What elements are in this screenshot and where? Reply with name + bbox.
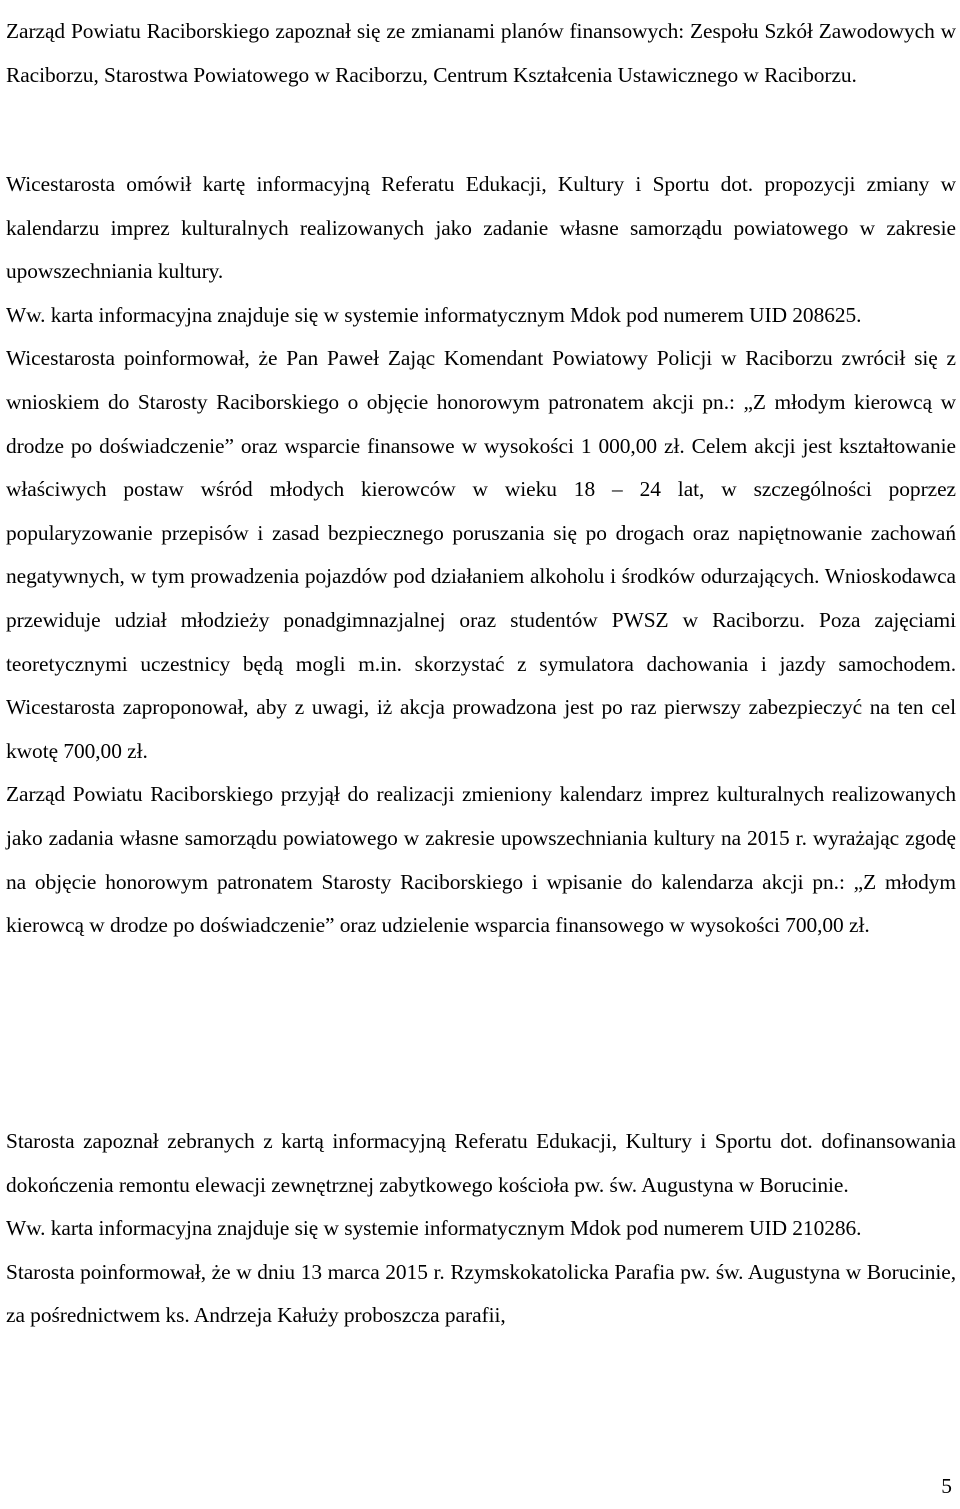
page-number: 5: [941, 1474, 952, 1498]
paragraph-board-decision: Zarząd Powiatu Raciborskiego przyjął do realizacji zmieniony kalendarz imprez kulturalnych realizowanych jako zadania własne samorządu powiatowego w zakresie upowszechniania kultury na 2015 r. wyrażając zgodę na objęcie honorowym patronatem Starosty Raciborskiego i wpisanie do kalendarza akcji pn.: „Z młodym kierowcą w drodze po doświadczenie” oraz udzielenie wsparcia finansowego w wysokości 700,00 zł.: [6, 782, 956, 938]
paragraph-uid-208625: Ww. karta informacyjna znajduje się w systemie informatycznym Mdok pod numerem UID 208625.: [6, 302, 862, 327]
paragraph-financial-plans: Zarząd Powiatu Raciborskiego zapoznał się ze zmianami planów finansowych: Zespołu Szkół Zawodowych w Raciborzu, Starostwa Powiatowego w Raciborzu, Centrum Kształcenia Ustawicznego w Raciborzu.: [6, 19, 956, 87]
paragraph-parish-request: Starosta poinformował, że w dniu 13 marca 2015 r. Rzymskokatolicka Parafia pw. św. Augustyna w Borucinie, za pośrednictwem ks. Andrzeja Kałuży proboszcza parafii,: [6, 1259, 956, 1328]
paragraph-church-facade: Starosta zapoznał zebranych z kartą informacyjną Referatu Edukacji, Kultury i Sportu dot. dofinansowania dokończenia remontu elewacji zewnętrznej zabytkowego kościoła pw. św. Augustyna w Borucinie.: [6, 1129, 956, 1197]
paragraph-uid-210286: Ww. karta informacyjna znajduje się w systemie informatycznym Mdok pod numerem UID 210286.: [6, 1216, 862, 1241]
paragraph-calendar-proposal: Wicestarosta omówił kartę informacyjną Referatu Edukacji, Kultury i Sportu dot. propozycji zmiany w kalendarzu imprez kulturalnych realizowanych jako zadanie własne samorządu powiatowego w zakresie upowszechniania kultury.: [6, 172, 956, 284]
section-cultural-calendar: [6, 163, 956, 948]
paragraph-police-action: Wicestarosta poinformował, że Pan Paweł Zając Komendant Powiatowy Policji w Raciborzu zwrócił się z wnioskiem do Starosty Raciborskiego o objęcie honorowym patronatem akcji pn.: „Z młodym kierowcą w drodze po doświadczenie” oraz wsparcie finansowe w wysokości 1 000,00 zł. Celem akcji jest kształtowanie właściwych postaw wśród młodych kierowców w wieku 18 – 24 lat, w szczególności poprzez popularyzowanie przepisów i zasad bezpiecznego poruszania się po drogach oraz napiętnowanie zachowań negatywnych, w tym prowadzenia pojazdów pod działaniem alkoholu i środków odurzających. Wnioskodawca przewiduje udział młodzieży ponadgimnazjalnej oraz studentów PWSZ w Raciborzu. Poza zajęciami teoretycznymi uczestnicy będą mogli m.in. skorzystać z symulatora dachowania i jazdy samochodem. Wicestarosta zaproponował, aby z uwagi, iż akcja prowadzona jest po raz pierwszy zabezpieczyć na ten cel kwotę 700,00 zł.: [6, 346, 956, 763]
section-financial-plans: [6, 10, 956, 97]
section-church-renovation: [6, 1120, 956, 1338]
